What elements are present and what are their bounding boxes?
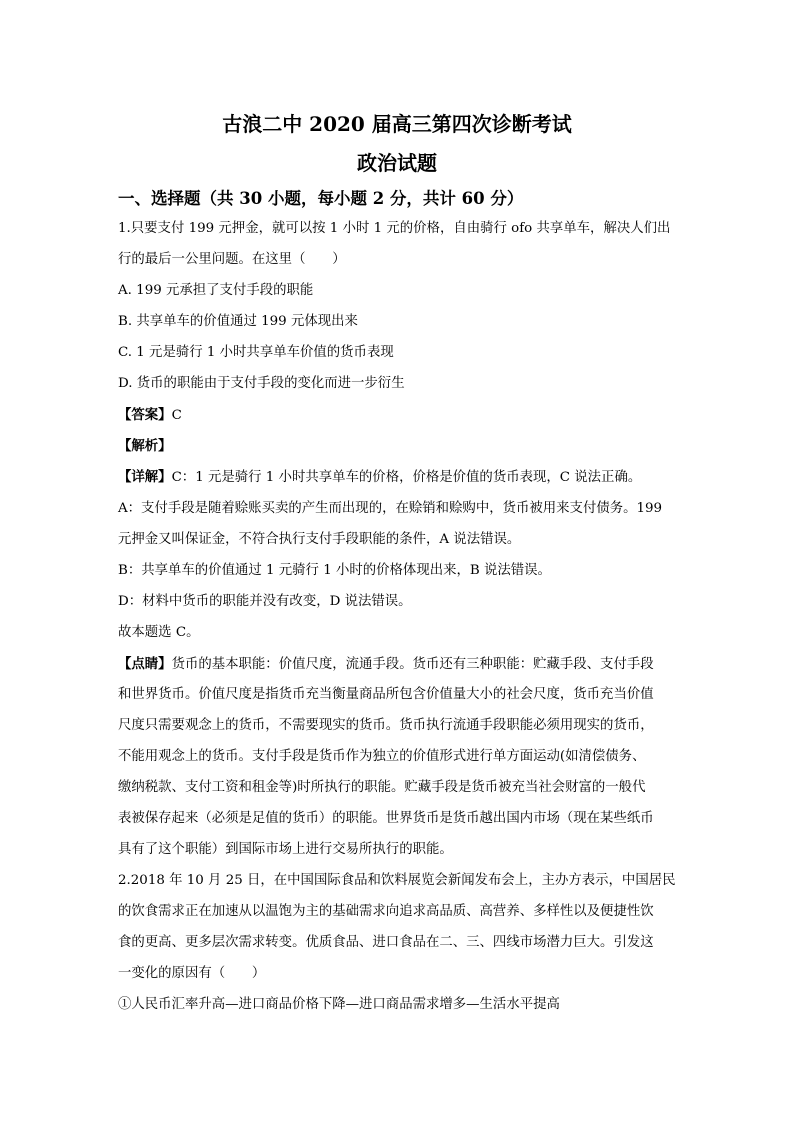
q1-stem-line2: 行的最后一公里问题。在这里（ ） [118,252,346,267]
answer-value: C [171,408,182,423]
q1-exp-a-line2: 元押金又叫保证金，不符合执行支付手段职能的条件，A 说法错误。 [118,532,521,547]
tip-label: 【点睛】 [118,656,172,672]
q1-exp-d: D：材料中货币的职能并没有改变，D 说法错误。 [118,594,412,609]
q2-item-1: ①人民币汇率升高—进口商品价格下降—进口商品需求增多—生活水平提高 [118,997,560,1012]
tip-line1 [118,654,654,675]
section-heading: 一、选择题（共 30 小题，每小题 2 分，共计 60 分） [118,189,524,208]
q2-stem-line1: 2.2018 年 10 月 25 日，在中国国际食品和饮料展览会新闻发布会上，主办方表示，中国居民 [118,873,676,888]
tip-line6: 表被保存起来（必须是足值的货币）的职能。世界货币是货币越出国内市场（现在某些纸币 [118,811,654,826]
exam-title: 古浪二中 2020 届高三第四次诊断考试 [222,112,572,136]
tip-line2: 和世界货币。价值尺度是指货币充当衡量商品所包含价值量大小的社会尺度，货币充当价值 [118,687,654,702]
q2-stem-line2: 的饮食需求正在加速从以温饱为主的基础需求向追求高品质、高营养、多样性以及便捷性饮 [118,904,654,919]
q1-conclusion: 故本题选 C。 [118,625,200,640]
answer-label: 【答案】 [118,407,172,423]
q1-answer [118,405,182,426]
exam-subtitle: 政治试题 [357,151,437,175]
tip-line4: 不能用观念上的货币。支付手段是货币作为独立的价值形式进行单方面运动(如清偿债务、 [118,749,646,764]
tip-line7: 具有了这个职能）到国际市场上进行交易所执行的职能。 [118,842,453,857]
q1-stem-line1: 1.只要支付 199 元押金，就可以按 1 小时 1 元的价格，自由骑行 ofo 共享单车，解决人们出 [118,221,671,236]
q1-exp-b: B：共享单车的价值通过 1 元骑行 1 小时的价格体现出来，B 说法错误。 [118,563,551,578]
tip-line3: 尺度只需要观念上的货币，不需要现实的货币。货币执行流通手段职能必须用现实的货币， [118,718,654,733]
q2-stem-line3: 食的更高、更多层次需求转变。优质食品、进口食品在二、三、四线市场潜力巨大。引发这 [118,935,654,950]
q1-option-b: B. 共享单车的价值通过 199 元体现出来 [118,314,358,329]
q1-exp-a-line1: A：支付手段是随着赊账买卖的产生而出现的，在赊销和赊购中，货币被用来支付债务。199 [118,501,663,516]
detail-text: C：1 元是骑行 1 小时共享单车的价格，价格是价值的货币表现，C 说法正确。 [171,470,642,485]
q1-option-a: A. 199 元承担了支付手段的职能 [118,283,314,298]
detail-label: 【详解】 [118,469,172,485]
q1-option-c: C. 1 元是骑行 1 小时共享单车价值的货币表现 [118,345,394,360]
tip-text1: 货币的基本职能：价值尺度，流通手段。货币还有三种职能：贮藏手段、支付手段 [171,657,654,672]
q1-detail [118,467,641,488]
q2-stem-line4: 一变化的原因有（ ） [118,966,266,981]
analysis-label: 【解析】 [118,438,172,454]
tip-line5: 缴纳税款、支付工资和租金等)时所执行的职能。贮藏手段是货币被充当社会财富的一般代 [118,780,646,795]
q1-option-d: D. 货币的职能由于支付手段的变化而进一步衍生 [118,376,405,391]
